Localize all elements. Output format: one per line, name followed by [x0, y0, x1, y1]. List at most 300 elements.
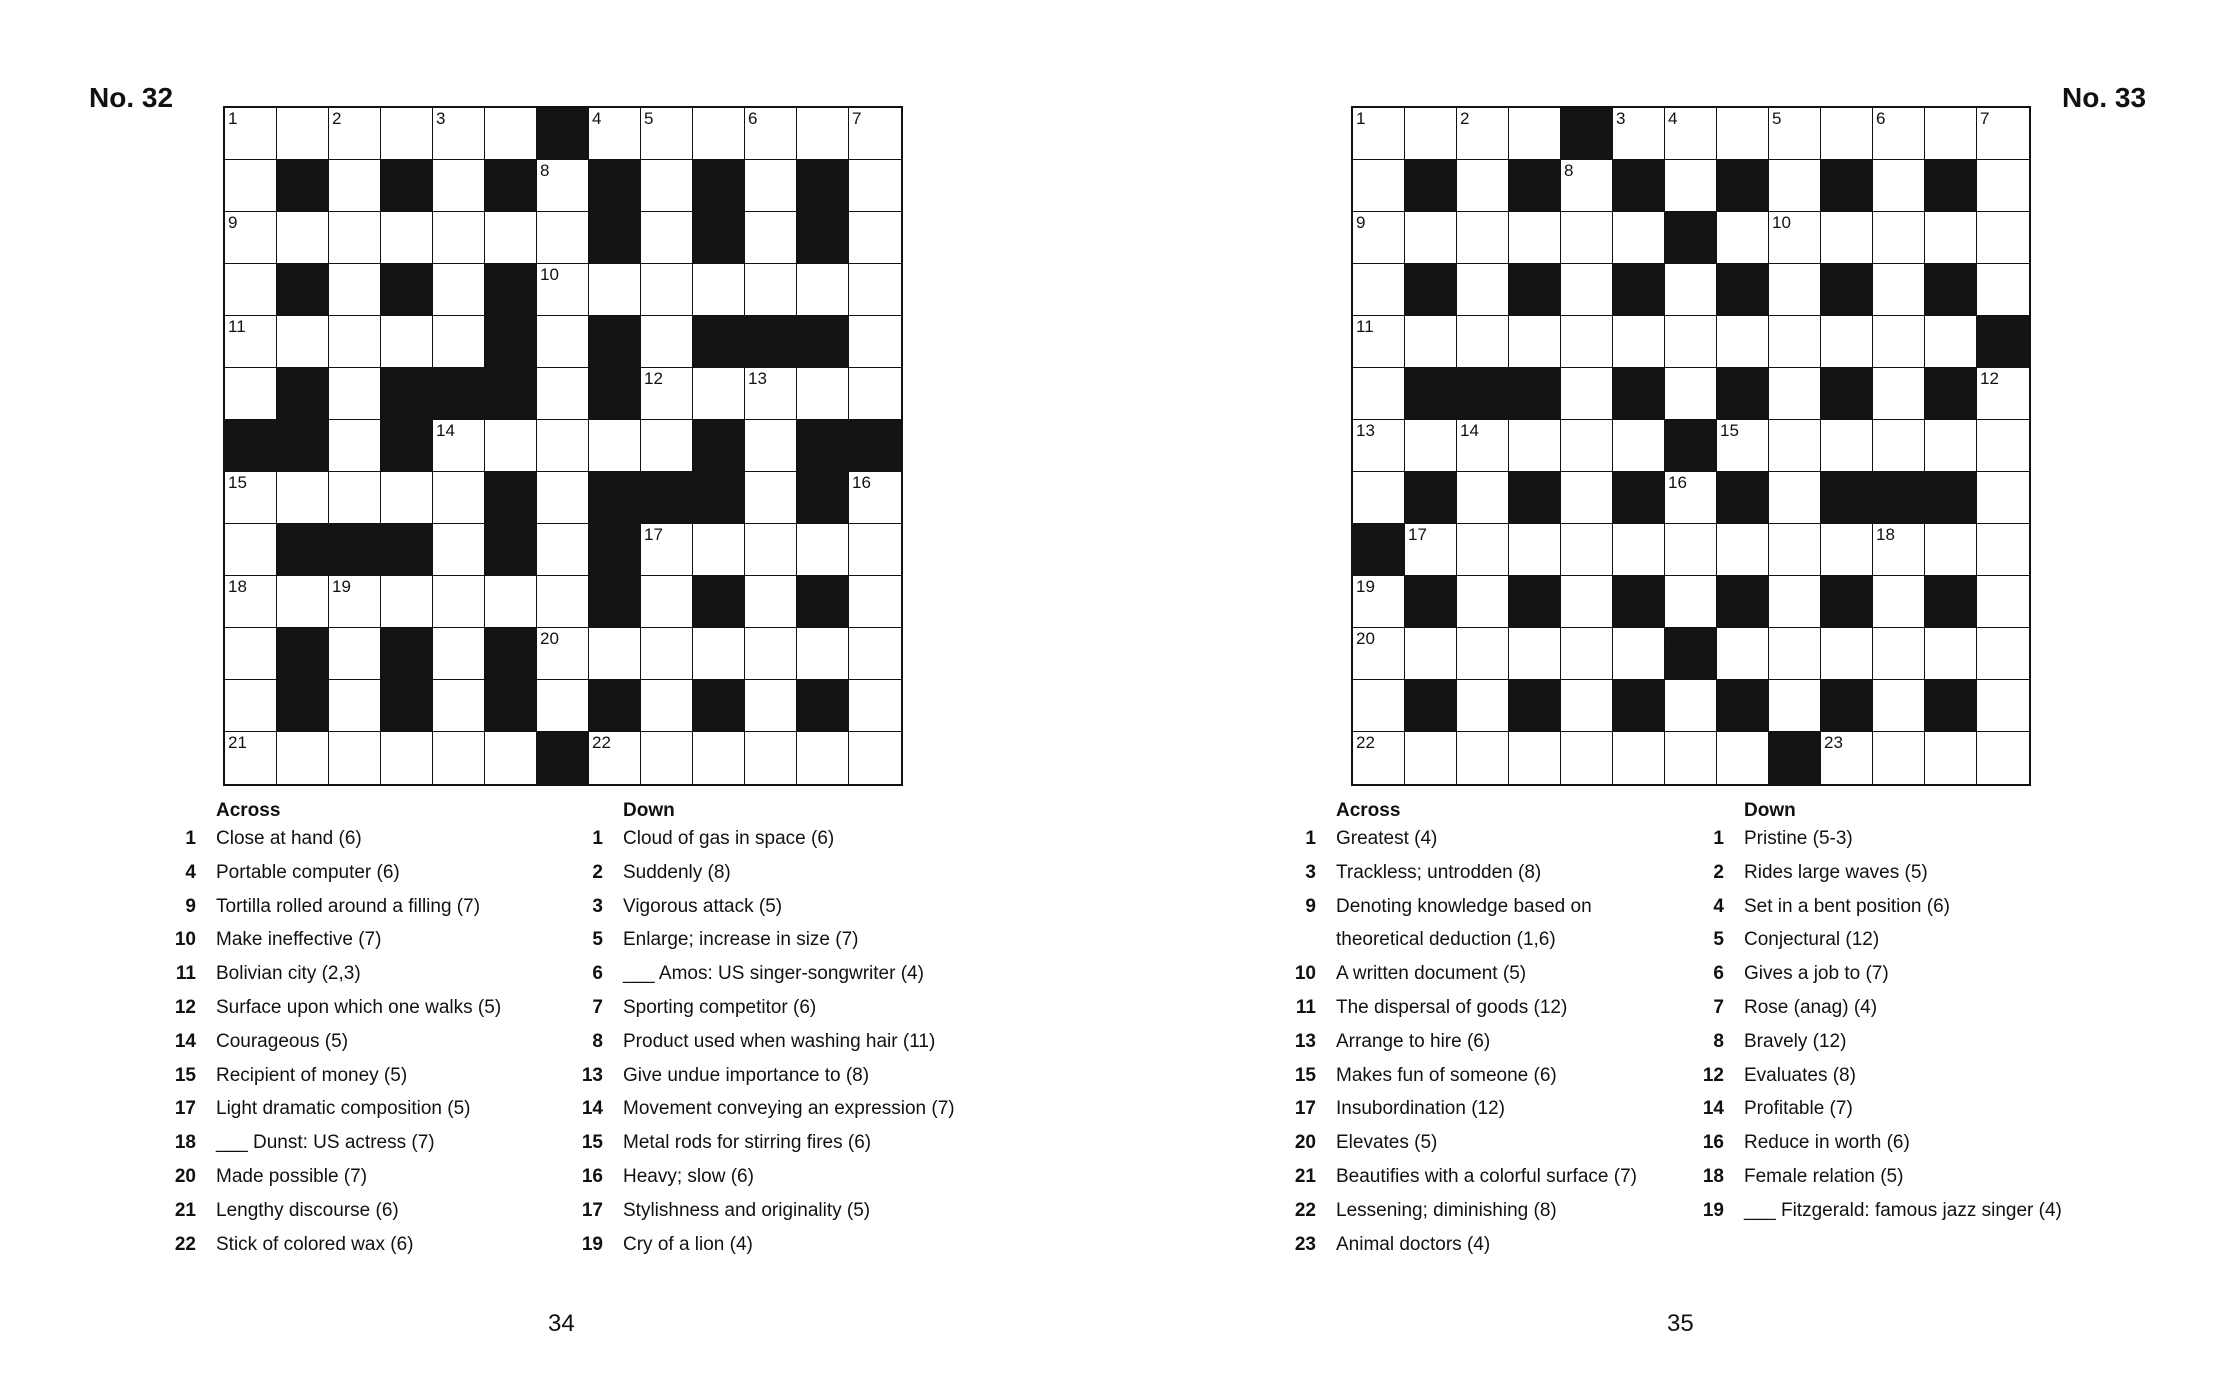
grid-cell[interactable] — [537, 368, 589, 420]
grid-cell[interactable] — [641, 212, 693, 264]
grid-cell[interactable] — [849, 108, 901, 160]
grid-cell[interactable] — [329, 732, 381, 784]
grid-cell[interactable] — [849, 316, 901, 368]
grid-cell[interactable] — [1717, 212, 1769, 264]
grid-cell[interactable] — [797, 732, 849, 784]
grid-cell[interactable] — [589, 264, 641, 316]
grid-cell[interactable] — [1873, 576, 1925, 628]
grid-cell[interactable] — [1665, 732, 1717, 784]
grid-cell[interactable] — [537, 628, 589, 680]
down-clue — [1694, 822, 2062, 856]
clue-text: Profitable (7) — [1744, 1098, 1853, 1120]
grid-cell[interactable] — [1457, 628, 1509, 680]
grid-cell[interactable] — [745, 108, 797, 160]
grid-cell[interactable] — [745, 472, 797, 524]
grid-cell[interactable] — [1925, 316, 1977, 368]
across-clues — [166, 800, 501, 1261]
grid-cell[interactable] — [745, 576, 797, 628]
grid-cell[interactable] — [1873, 264, 1925, 316]
grid-cell[interactable] — [1717, 628, 1769, 680]
black-square — [1717, 368, 1769, 420]
grid-cell[interactable] — [1509, 108, 1561, 160]
grid-cell[interactable] — [1561, 264, 1613, 316]
grid-cell[interactable] — [1613, 732, 1665, 784]
grid-cell[interactable] — [849, 576, 901, 628]
grid-cell[interactable] — [1977, 160, 2029, 212]
grid-cell[interactable] — [693, 628, 745, 680]
grid-cell[interactable] — [1925, 420, 1977, 472]
grid-cell[interactable] — [849, 212, 901, 264]
grid-cell[interactable] — [1561, 368, 1613, 420]
grid-cell[interactable] — [641, 108, 693, 160]
grid-cell[interactable] — [1769, 628, 1821, 680]
grid-cell[interactable] — [277, 108, 329, 160]
grid-cell[interactable] — [1769, 472, 1821, 524]
grid-cell[interactable] — [641, 628, 693, 680]
grid-cell[interactable] — [797, 368, 849, 420]
grid-cell[interactable] — [1873, 108, 1925, 160]
grid-cell[interactable] — [433, 316, 485, 368]
grid-cell[interactable] — [1977, 472, 2029, 524]
grid-cell[interactable] — [225, 160, 277, 212]
black-square — [1717, 472, 1769, 524]
grid-cell[interactable] — [329, 420, 381, 472]
clue-number: 3 — [592, 895, 603, 917]
grid-cell[interactable] — [849, 472, 901, 524]
grid-cell[interactable] — [745, 524, 797, 576]
grid-cell[interactable] — [329, 316, 381, 368]
grid-cell[interactable] — [1509, 420, 1561, 472]
black-square — [1509, 472, 1561, 524]
grid-cell[interactable] — [1665, 160, 1717, 212]
grid-cell[interactable] — [641, 264, 693, 316]
grid-cell[interactable] — [745, 264, 797, 316]
grid-cell[interactable] — [537, 264, 589, 316]
grid-cell[interactable] — [641, 316, 693, 368]
black-square — [1509, 576, 1561, 628]
grid-cell[interactable] — [1769, 420, 1821, 472]
grid-cell[interactable] — [433, 524, 485, 576]
grid-cell[interactable] — [1509, 316, 1561, 368]
grid-cell[interactable] — [1353, 108, 1405, 160]
grid-cell[interactable] — [433, 680, 485, 732]
grid-cell[interactable] — [641, 420, 693, 472]
grid-cell[interactable] — [1613, 316, 1665, 368]
grid-cell[interactable] — [485, 732, 537, 784]
grid-cell[interactable] — [277, 576, 329, 628]
black-square — [1821, 368, 1873, 420]
grid-cell[interactable] — [329, 212, 381, 264]
black-square — [1925, 160, 1977, 212]
black-square — [693, 680, 745, 732]
clue-number: 17 — [174, 1098, 196, 1120]
grid-cell[interactable] — [1665, 264, 1717, 316]
grid-cell[interactable] — [745, 680, 797, 732]
grid-cell[interactable] — [745, 212, 797, 264]
grid-cell[interactable] — [1977, 628, 2029, 680]
clue-text: Lengthy discourse (6) — [216, 1199, 399, 1221]
grid-cell[interactable] — [1353, 472, 1405, 524]
grid-cell[interactable] — [1977, 212, 2029, 264]
grid-cell[interactable] — [849, 160, 901, 212]
grid-cell[interactable] — [537, 316, 589, 368]
grid-cell[interactable] — [1509, 732, 1561, 784]
grid-cell[interactable] — [225, 524, 277, 576]
grid-cell[interactable] — [1405, 628, 1457, 680]
grid-cell[interactable] — [537, 472, 589, 524]
grid-cell[interactable] — [849, 524, 901, 576]
grid-cell[interactable] — [537, 212, 589, 264]
grid-cell[interactable] — [1561, 576, 1613, 628]
grid-cell[interactable] — [329, 680, 381, 732]
cell-number: 22 — [1356, 733, 1375, 752]
grid-cell[interactable] — [693, 108, 745, 160]
grid-cell[interactable] — [1405, 316, 1457, 368]
grid-cell[interactable] — [433, 472, 485, 524]
clue-text: Rides large waves (5) — [1744, 861, 1928, 883]
grid-cell[interactable] — [1561, 160, 1613, 212]
grid-cell[interactable] — [1561, 212, 1613, 264]
grid-cell[interactable] — [1561, 316, 1613, 368]
grid-cell[interactable] — [277, 732, 329, 784]
grid-cell[interactable] — [1925, 212, 1977, 264]
grid-cell[interactable] — [1977, 264, 2029, 316]
grid-cell[interactable] — [537, 160, 589, 212]
down-clue — [573, 1126, 955, 1160]
grid-cell[interactable] — [797, 264, 849, 316]
grid-cell[interactable] — [1561, 628, 1613, 680]
black-square — [1353, 524, 1405, 576]
black-square — [1717, 680, 1769, 732]
cell-number: 19 — [332, 577, 351, 596]
grid-cell[interactable] — [1613, 628, 1665, 680]
grid-cell[interactable] — [1717, 732, 1769, 784]
grid-cell[interactable] — [433, 732, 485, 784]
grid-cell[interactable] — [641, 576, 693, 628]
grid-cell[interactable] — [1821, 732, 1873, 784]
black-square — [693, 316, 745, 368]
grid-cell[interactable] — [1353, 680, 1405, 732]
clue-text: Enlarge; increase in size (7) — [623, 929, 859, 951]
grid-cell[interactable] — [1561, 524, 1613, 576]
grid-cell[interactable] — [1561, 472, 1613, 524]
grid-cell[interactable] — [329, 264, 381, 316]
grid-cell[interactable] — [1769, 160, 1821, 212]
black-square — [1665, 420, 1717, 472]
black-square — [797, 212, 849, 264]
grid-cell[interactable] — [225, 680, 277, 732]
grid-cell[interactable] — [1353, 316, 1405, 368]
grid-cell[interactable] — [225, 472, 277, 524]
grid-cell[interactable] — [641, 524, 693, 576]
grid-cell[interactable] — [797, 628, 849, 680]
grid-cell[interactable] — [1873, 524, 1925, 576]
down-clues — [573, 800, 955, 1261]
grid-cell[interactable] — [1405, 732, 1457, 784]
down-clue — [573, 923, 955, 957]
black-square — [485, 680, 537, 732]
grid-cell[interactable] — [641, 160, 693, 212]
grid-cell[interactable] — [849, 368, 901, 420]
grid-cell[interactable] — [1821, 628, 1873, 680]
black-square — [1613, 368, 1665, 420]
grid-cell[interactable] — [1561, 732, 1613, 784]
grid-cell[interactable] — [1665, 576, 1717, 628]
grid-cell[interactable] — [641, 368, 693, 420]
grid-cell[interactable] — [1353, 264, 1405, 316]
grid-cell[interactable] — [1925, 108, 1977, 160]
grid-cell[interactable] — [1665, 316, 1717, 368]
clue-text: The dispersal of goods (12) — [1336, 996, 1568, 1018]
grid-cell[interactable] — [485, 576, 537, 628]
grid-cell[interactable] — [1353, 576, 1405, 628]
grid-cell[interactable] — [1717, 420, 1769, 472]
black-square — [485, 368, 537, 420]
grid-cell[interactable] — [1457, 472, 1509, 524]
grid-cell[interactable] — [589, 732, 641, 784]
grid-cell[interactable] — [849, 732, 901, 784]
grid-cell[interactable] — [1977, 732, 2029, 784]
grid-cell[interactable] — [1353, 628, 1405, 680]
grid-cell[interactable] — [1613, 420, 1665, 472]
grid-cell[interactable] — [849, 628, 901, 680]
grid-cell[interactable] — [225, 628, 277, 680]
black-square — [1977, 316, 2029, 368]
grid-cell[interactable] — [1977, 524, 2029, 576]
grid-cell[interactable] — [1665, 108, 1717, 160]
grid-cell[interactable] — [1561, 420, 1613, 472]
grid-cell[interactable] — [1821, 524, 1873, 576]
grid-cell[interactable] — [329, 108, 381, 160]
grid-cell[interactable] — [485, 212, 537, 264]
grid-cell[interactable] — [1873, 160, 1925, 212]
clue-text: Movement conveying an expression (7) — [623, 1098, 955, 1120]
grid-cell[interactable] — [1821, 108, 1873, 160]
grid-cell[interactable] — [1873, 212, 1925, 264]
grid-cell[interactable] — [797, 524, 849, 576]
grid-cell[interactable] — [485, 420, 537, 472]
grid-cell[interactable] — [745, 160, 797, 212]
grid-cell[interactable] — [1769, 576, 1821, 628]
grid-cell[interactable] — [381, 472, 433, 524]
grid-cell[interactable] — [693, 264, 745, 316]
black-square — [1613, 160, 1665, 212]
grid-cell[interactable] — [1769, 680, 1821, 732]
grid-cell[interactable] — [329, 628, 381, 680]
grid-cell[interactable] — [1769, 212, 1821, 264]
grid-cell[interactable] — [1457, 316, 1509, 368]
grid-cell[interactable] — [225, 576, 277, 628]
clue-number: 12 — [174, 996, 196, 1018]
grid-cell[interactable] — [1353, 732, 1405, 784]
clue-number: 15 — [174, 1064, 196, 1086]
grid-cell[interactable] — [225, 212, 277, 264]
grid-cell[interactable] — [225, 316, 277, 368]
grid-cell[interactable] — [745, 368, 797, 420]
grid-cell[interactable] — [485, 108, 537, 160]
black-square — [797, 472, 849, 524]
grid-cell[interactable] — [849, 680, 901, 732]
grid-cell[interactable] — [1769, 524, 1821, 576]
grid-cell[interactable] — [641, 680, 693, 732]
grid-cell[interactable] — [693, 368, 745, 420]
grid-cell[interactable] — [1925, 732, 1977, 784]
grid-cell[interactable] — [1405, 524, 1457, 576]
black-square — [693, 212, 745, 264]
grid-cell[interactable] — [693, 732, 745, 784]
grid-cell[interactable] — [537, 524, 589, 576]
down-clue — [1694, 957, 2062, 991]
grid-cell[interactable] — [589, 108, 641, 160]
grid-cell[interactable] — [433, 160, 485, 212]
grid-cell[interactable] — [1717, 108, 1769, 160]
clue-number: 19 — [1702, 1199, 1724, 1221]
grid-cell[interactable] — [433, 212, 485, 264]
grid-cell[interactable] — [589, 420, 641, 472]
grid-cell[interactable] — [745, 420, 797, 472]
grid-cell[interactable] — [381, 212, 433, 264]
clue-text: Makes fun of someone (6) — [1336, 1064, 1557, 1086]
grid-cell[interactable] — [381, 732, 433, 784]
grid-cell[interactable] — [1509, 212, 1561, 264]
grid-cell[interactable] — [1977, 680, 2029, 732]
grid-cell[interactable] — [329, 368, 381, 420]
crossword-grid — [1351, 106, 2031, 786]
grid-cell[interactable] — [1769, 108, 1821, 160]
black-square — [485, 524, 537, 576]
grid-cell[interactable] — [381, 576, 433, 628]
grid-cell[interactable] — [1457, 576, 1509, 628]
grid-cell[interactable] — [1353, 420, 1405, 472]
clue-text: Metal rods for stirring fires (6) — [623, 1132, 872, 1154]
grid-cell[interactable] — [1457, 680, 1509, 732]
grid-cell[interactable] — [1509, 628, 1561, 680]
grid-cell[interactable] — [225, 108, 277, 160]
grid-cell[interactable] — [1873, 420, 1925, 472]
black-square — [589, 576, 641, 628]
grid-cell[interactable] — [1353, 212, 1405, 264]
grid-cell[interactable] — [745, 628, 797, 680]
grid-cell[interactable] — [433, 108, 485, 160]
cell-number: 21 — [1668, 629, 1687, 648]
page-number: 35 — [1667, 1310, 1694, 1337]
grid-cell[interactable] — [1769, 368, 1821, 420]
black-square — [1405, 576, 1457, 628]
grid-cell[interactable] — [433, 628, 485, 680]
grid-cell[interactable] — [1457, 264, 1509, 316]
across-clue — [166, 856, 501, 890]
black-square — [1613, 472, 1665, 524]
grid-cell[interactable] — [1353, 368, 1405, 420]
grid-cell[interactable] — [641, 732, 693, 784]
grid-cell[interactable] — [537, 420, 589, 472]
grid-cell[interactable] — [537, 680, 589, 732]
grid-cell[interactable] — [537, 576, 589, 628]
grid-cell[interactable] — [1873, 680, 1925, 732]
grid-cell[interactable] — [225, 732, 277, 784]
grid-cell[interactable] — [1821, 212, 1873, 264]
grid-cell[interactable] — [1769, 264, 1821, 316]
grid-cell[interactable] — [1457, 732, 1509, 784]
grid-cell[interactable] — [1405, 420, 1457, 472]
grid-cell[interactable] — [1873, 628, 1925, 680]
grid-cell[interactable] — [589, 628, 641, 680]
grid-cell[interactable] — [277, 472, 329, 524]
grid-cell[interactable] — [1405, 108, 1457, 160]
grid-cell[interactable] — [693, 524, 745, 576]
grid-cell[interactable] — [745, 732, 797, 784]
clue-text: Light dramatic composition (5) — [216, 1098, 471, 1120]
grid-cell[interactable] — [225, 368, 277, 420]
grid-cell[interactable] — [329, 576, 381, 628]
grid-cell[interactable] — [225, 264, 277, 316]
grid-cell[interactable] — [1457, 212, 1509, 264]
grid-cell[interactable] — [277, 316, 329, 368]
grid-cell[interactable] — [433, 264, 485, 316]
grid-cell[interactable] — [1665, 472, 1717, 524]
black-square — [797, 576, 849, 628]
down-clue — [1694, 1194, 2062, 1228]
grid-cell[interactable] — [1665, 680, 1717, 732]
grid-cell[interactable] — [1977, 368, 2029, 420]
grid-cell[interactable] — [1821, 316, 1873, 368]
grid-cell[interactable] — [1769, 316, 1821, 368]
grid-cell[interactable] — [1665, 524, 1717, 576]
grid-cell[interactable] — [1457, 524, 1509, 576]
grid-cell[interactable] — [797, 108, 849, 160]
grid-cell[interactable] — [1925, 628, 1977, 680]
clue-text: Heavy; slow (6) — [623, 1165, 754, 1187]
grid-cell[interactable] — [381, 316, 433, 368]
grid-cell[interactable] — [1457, 160, 1509, 212]
grid-cell[interactable] — [329, 472, 381, 524]
grid-cell[interactable] — [1561, 680, 1613, 732]
grid-cell[interactable] — [1977, 108, 2029, 160]
clue-text: ___ Amos: US singer-songwriter (4) — [623, 963, 924, 985]
across-clue — [166, 1160, 501, 1194]
grid-cell[interactable] — [1457, 108, 1509, 160]
grid-cell[interactable] — [1925, 524, 1977, 576]
grid-cell[interactable] — [1717, 316, 1769, 368]
grid-cell[interactable] — [433, 420, 485, 472]
grid-cell[interactable] — [381, 108, 433, 160]
grid-cell[interactable] — [1509, 524, 1561, 576]
grid-cell[interactable] — [1717, 524, 1769, 576]
grid-cell[interactable] — [1457, 420, 1509, 472]
grid-cell[interactable] — [1613, 524, 1665, 576]
grid-cell[interactable] — [1405, 212, 1457, 264]
grid-cell[interactable] — [329, 160, 381, 212]
across-clue — [1286, 991, 1637, 1025]
grid-cell[interactable] — [1821, 420, 1873, 472]
grid-cell[interactable] — [1353, 160, 1405, 212]
grid-cell[interactable] — [849, 264, 901, 316]
black-square — [1613, 264, 1665, 316]
grid-cell[interactable] — [1977, 420, 2029, 472]
grid-cell[interactable] — [433, 576, 485, 628]
grid-cell[interactable] — [1873, 368, 1925, 420]
black-square — [797, 160, 849, 212]
across-heading: Across — [1336, 800, 1401, 821]
grid-cell[interactable] — [1613, 212, 1665, 264]
grid-cell[interactable] — [277, 212, 329, 264]
grid-cell[interactable] — [1873, 732, 1925, 784]
grid-cell[interactable] — [1613, 108, 1665, 160]
grid-cell[interactable] — [1977, 576, 2029, 628]
cell-number: 17 — [1408, 525, 1427, 544]
grid-cell[interactable] — [1665, 368, 1717, 420]
grid-cell[interactable] — [1873, 316, 1925, 368]
